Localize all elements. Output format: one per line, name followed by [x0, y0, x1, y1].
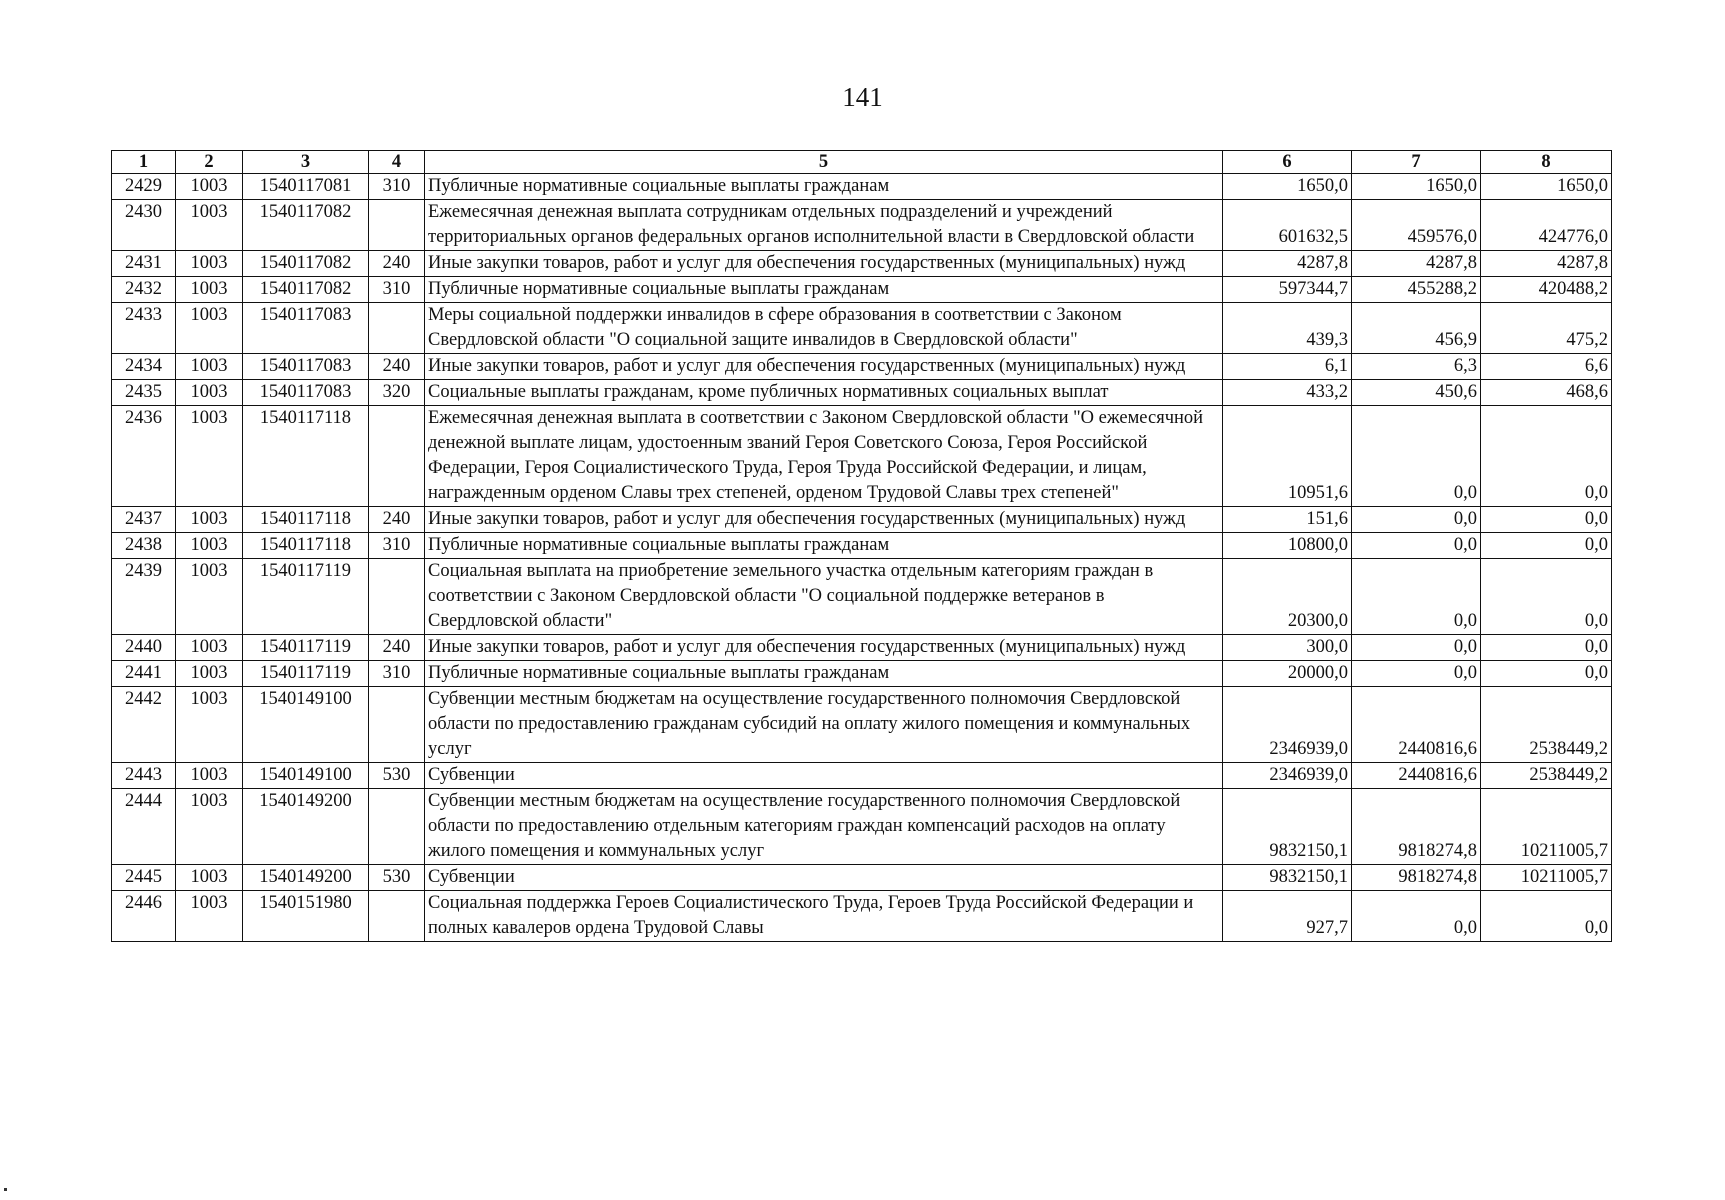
column-header: 7	[1352, 151, 1481, 174]
item-name: Меры социальной поддержки инвалидов в сфере образования в соответствии с Законом Свердловской области "О социальной защите инвалидов в Свердловской области"	[425, 303, 1223, 354]
target-article-code: 1540117081	[243, 174, 369, 200]
amount-col-7: 0,0	[1352, 635, 1481, 661]
amount-col-8: 10211005,7	[1481, 789, 1612, 865]
item-name: Иные закупки товаров, работ и услуг для обеспечения государственных (муниципальных) нужд	[425, 635, 1223, 661]
target-article-code: 1540117083	[243, 303, 369, 354]
item-name: Публичные нормативные социальные выплаты гражданам	[425, 277, 1223, 303]
amount-col-6: 4287,8	[1223, 251, 1352, 277]
item-name: Субвенции	[425, 763, 1223, 789]
amount-col-7: 459576,0	[1352, 200, 1481, 251]
amount-col-6: 439,3	[1223, 303, 1352, 354]
amount-col-8: 10211005,7	[1481, 865, 1612, 891]
item-name: Иные закупки товаров, работ и услуг для обеспечения государственных (муниципальных) нужд	[425, 354, 1223, 380]
table-row	[112, 533, 1612, 559]
section-code: 1003	[176, 303, 243, 354]
amount-col-6: 9832150,1	[1223, 865, 1352, 891]
amount-col-7: 0,0	[1352, 406, 1481, 507]
amount-col-7: 0,0	[1352, 891, 1481, 942]
column-header: 6	[1223, 151, 1352, 174]
item-name: Публичные нормативные социальные выплаты гражданам	[425, 174, 1223, 200]
amount-col-8: 424776,0	[1481, 200, 1612, 251]
expense-type-code	[369, 406, 425, 507]
item-name: Субвенции местным бюджетам на осуществление государственного полномочия Свердловской области по предоставлению отдельным категориям граждан компенсаций расходов на оплату жилого помещения и коммунальных услуг	[425, 789, 1223, 865]
table-row	[112, 661, 1612, 687]
target-article-code: 1540149100	[243, 763, 369, 789]
amount-col-7: 2440816,6	[1352, 687, 1481, 763]
amount-col-8: 1650,0	[1481, 174, 1612, 200]
target-article-code: 1540117118	[243, 507, 369, 533]
target-article-code: 1540151980	[243, 891, 369, 942]
expense-type-code: 530	[369, 763, 425, 789]
table-row	[112, 277, 1612, 303]
table-row	[112, 763, 1612, 789]
table-row	[112, 687, 1612, 763]
expense-type-code: 310	[369, 661, 425, 687]
amount-col-8: 0,0	[1481, 559, 1612, 635]
row-number: 2442	[112, 687, 176, 763]
row-number: 2445	[112, 865, 176, 891]
item-name: Социальные выплаты гражданам, кроме публичных нормативных социальных выплат	[425, 380, 1223, 406]
amount-col-6: 9832150,1	[1223, 789, 1352, 865]
amount-col-6: 20000,0	[1223, 661, 1352, 687]
row-number: 2436	[112, 406, 176, 507]
section-code: 1003	[176, 380, 243, 406]
column-header: 8	[1481, 151, 1612, 174]
item-name: Социальная выплата на приобретение земельного участка отдельным категориям граждан в соответствии с Законом Свердловской области "О социальной поддержке ветеранов в Свердловской области"	[425, 559, 1223, 635]
target-article-code: 1540117119	[243, 559, 369, 635]
column-header: 2	[176, 151, 243, 174]
amount-col-7: 450,6	[1352, 380, 1481, 406]
table-row	[112, 865, 1612, 891]
section-code: 1003	[176, 559, 243, 635]
table-row	[112, 789, 1612, 865]
section-code: 1003	[176, 635, 243, 661]
amount-col-8: 2538449,2	[1481, 763, 1612, 789]
amount-col-6: 10800,0	[1223, 533, 1352, 559]
section-code: 1003	[176, 174, 243, 200]
expense-type-code: 310	[369, 533, 425, 559]
row-number: 2438	[112, 533, 176, 559]
amount-col-8: 0,0	[1481, 406, 1612, 507]
section-code: 1003	[176, 533, 243, 559]
target-article-code: 1540117119	[243, 635, 369, 661]
table-row	[112, 507, 1612, 533]
item-name: Иные закупки товаров, работ и услуг для обеспечения государственных (муниципальных) нужд	[425, 251, 1223, 277]
section-code: 1003	[176, 354, 243, 380]
amount-col-7: 0,0	[1352, 559, 1481, 635]
item-name: Ежемесячная денежная выплата в соответствии с Законом Свердловской области "О ежемесячной денежной выплате лицам, удостоенным званий Героя Советского Союза, Героя Российской Федерации, Героя Социалистического Труда, Героя Труда Российской Федерации, и лицам, награжденным орденом Славы трех степеней, орденом Трудовой Славы трех степеней"	[425, 406, 1223, 507]
expense-type-code: 310	[369, 277, 425, 303]
amount-col-7: 9818274,8	[1352, 865, 1481, 891]
row-number: 2435	[112, 380, 176, 406]
item-name: Публичные нормативные социальные выплаты гражданам	[425, 661, 1223, 687]
amount-col-7: 0,0	[1352, 533, 1481, 559]
table-row	[112, 891, 1612, 942]
row-number: 2434	[112, 354, 176, 380]
item-name: Публичные нормативные социальные выплаты гражданам	[425, 533, 1223, 559]
expense-type-code: 530	[369, 865, 425, 891]
section-code: 1003	[176, 763, 243, 789]
scan-speck	[4, 1188, 7, 1191]
section-code: 1003	[176, 251, 243, 277]
row-number: 2443	[112, 763, 176, 789]
amount-col-6: 1650,0	[1223, 174, 1352, 200]
amount-col-8: 2538449,2	[1481, 687, 1612, 763]
amount-col-6: 20300,0	[1223, 559, 1352, 635]
amount-col-8: 0,0	[1481, 891, 1612, 942]
amount-col-6: 151,6	[1223, 507, 1352, 533]
expense-type-code	[369, 687, 425, 763]
target-article-code: 1540117118	[243, 533, 369, 559]
amount-col-7: 456,9	[1352, 303, 1481, 354]
row-number: 2429	[112, 174, 176, 200]
amount-col-8: 0,0	[1481, 533, 1612, 559]
expense-type-code	[369, 891, 425, 942]
page-number: 141	[842, 82, 883, 112]
section-code: 1003	[176, 507, 243, 533]
amount-col-7: 455288,2	[1352, 277, 1481, 303]
row-number: 2439	[112, 559, 176, 635]
expense-type-code: 240	[369, 251, 425, 277]
amount-col-8: 420488,2	[1481, 277, 1612, 303]
table-row	[112, 174, 1612, 200]
amount-col-8: 4287,8	[1481, 251, 1612, 277]
expense-type-code	[369, 303, 425, 354]
amount-col-7: 2440816,6	[1352, 763, 1481, 789]
section-code: 1003	[176, 865, 243, 891]
target-article-code: 1540117119	[243, 661, 369, 687]
item-name: Субвенции	[425, 865, 1223, 891]
target-article-code: 1540117082	[243, 277, 369, 303]
amount-col-6: 2346939,0	[1223, 687, 1352, 763]
table-row	[112, 251, 1612, 277]
row-number: 2431	[112, 251, 176, 277]
section-code: 1003	[176, 277, 243, 303]
item-name: Социальная поддержка Героев Социалистического Труда, Героев Труда Российской Федерации и полных кавалеров ордена Трудовой Славы	[425, 891, 1223, 942]
header-row	[112, 151, 1612, 174]
expense-type-code: 240	[369, 507, 425, 533]
column-header: 5	[425, 151, 1223, 174]
amount-col-6: 10951,6	[1223, 406, 1352, 507]
expense-type-code	[369, 559, 425, 635]
section-code: 1003	[176, 200, 243, 251]
amount-col-6: 2346939,0	[1223, 763, 1352, 789]
row-number: 2432	[112, 277, 176, 303]
section-code: 1003	[176, 661, 243, 687]
table-row	[112, 380, 1612, 406]
section-code: 1003	[176, 687, 243, 763]
section-code: 1003	[176, 406, 243, 507]
section-code: 1003	[176, 789, 243, 865]
amount-col-7: 9818274,8	[1352, 789, 1481, 865]
amount-col-8: 6,6	[1481, 354, 1612, 380]
amount-col-8: 475,2	[1481, 303, 1612, 354]
amount-col-7: 6,3	[1352, 354, 1481, 380]
table-row	[112, 303, 1612, 354]
amount-col-6: 601632,5	[1223, 200, 1352, 251]
amount-col-7: 4287,8	[1352, 251, 1481, 277]
row-number: 2440	[112, 635, 176, 661]
target-article-code: 1540149100	[243, 687, 369, 763]
column-header: 1	[112, 151, 176, 174]
item-name: Иные закупки товаров, работ и услуг для обеспечения государственных (муниципальных) нужд	[425, 507, 1223, 533]
amount-col-8: 468,6	[1481, 380, 1612, 406]
amount-col-7: 0,0	[1352, 507, 1481, 533]
table-row	[112, 354, 1612, 380]
amount-col-6: 6,1	[1223, 354, 1352, 380]
amount-col-7: 0,0	[1352, 661, 1481, 687]
amount-col-8: 0,0	[1481, 661, 1612, 687]
expense-type-code	[369, 200, 425, 251]
column-header: 4	[369, 151, 425, 174]
target-article-code: 1540117083	[243, 380, 369, 406]
section-code: 1003	[176, 891, 243, 942]
row-number: 2430	[112, 200, 176, 251]
amount-col-6: 433,2	[1223, 380, 1352, 406]
row-number: 2437	[112, 507, 176, 533]
row-number: 2441	[112, 661, 176, 687]
table-row	[112, 406, 1612, 507]
amount-col-6: 927,7	[1223, 891, 1352, 942]
expense-type-code: 310	[369, 174, 425, 200]
column-header: 3	[243, 151, 369, 174]
amount-col-8: 0,0	[1481, 635, 1612, 661]
row-number: 2446	[112, 891, 176, 942]
row-number: 2444	[112, 789, 176, 865]
target-article-code: 1540117118	[243, 406, 369, 507]
target-article-code: 1540149200	[243, 865, 369, 891]
row-number: 2433	[112, 303, 176, 354]
table-row	[112, 635, 1612, 661]
budget-table	[111, 150, 1612, 942]
expense-type-code: 320	[369, 380, 425, 406]
item-name: Субвенции местным бюджетам на осуществление государственного полномочия Свердловской области по предоставлению гражданам субсидий на оплату жилого помещения и коммунальных услуг	[425, 687, 1223, 763]
target-article-code: 1540149200	[243, 789, 369, 865]
expense-type-code: 240	[369, 635, 425, 661]
amount-col-6: 300,0	[1223, 635, 1352, 661]
amount-col-7: 1650,0	[1352, 174, 1481, 200]
table-row	[112, 200, 1612, 251]
table-row	[112, 559, 1612, 635]
target-article-code: 1540117082	[243, 200, 369, 251]
target-article-code: 1540117083	[243, 354, 369, 380]
target-article-code: 1540117082	[243, 251, 369, 277]
amount-col-6: 597344,7	[1223, 277, 1352, 303]
expense-type-code	[369, 789, 425, 865]
amount-col-8: 0,0	[1481, 507, 1612, 533]
item-name: Ежемесячная денежная выплата сотрудникам отдельных подразделений и учреждений территориальных органов федеральных органов исполнительной власти в Свердловской области	[425, 200, 1223, 251]
expense-type-code: 240	[369, 354, 425, 380]
